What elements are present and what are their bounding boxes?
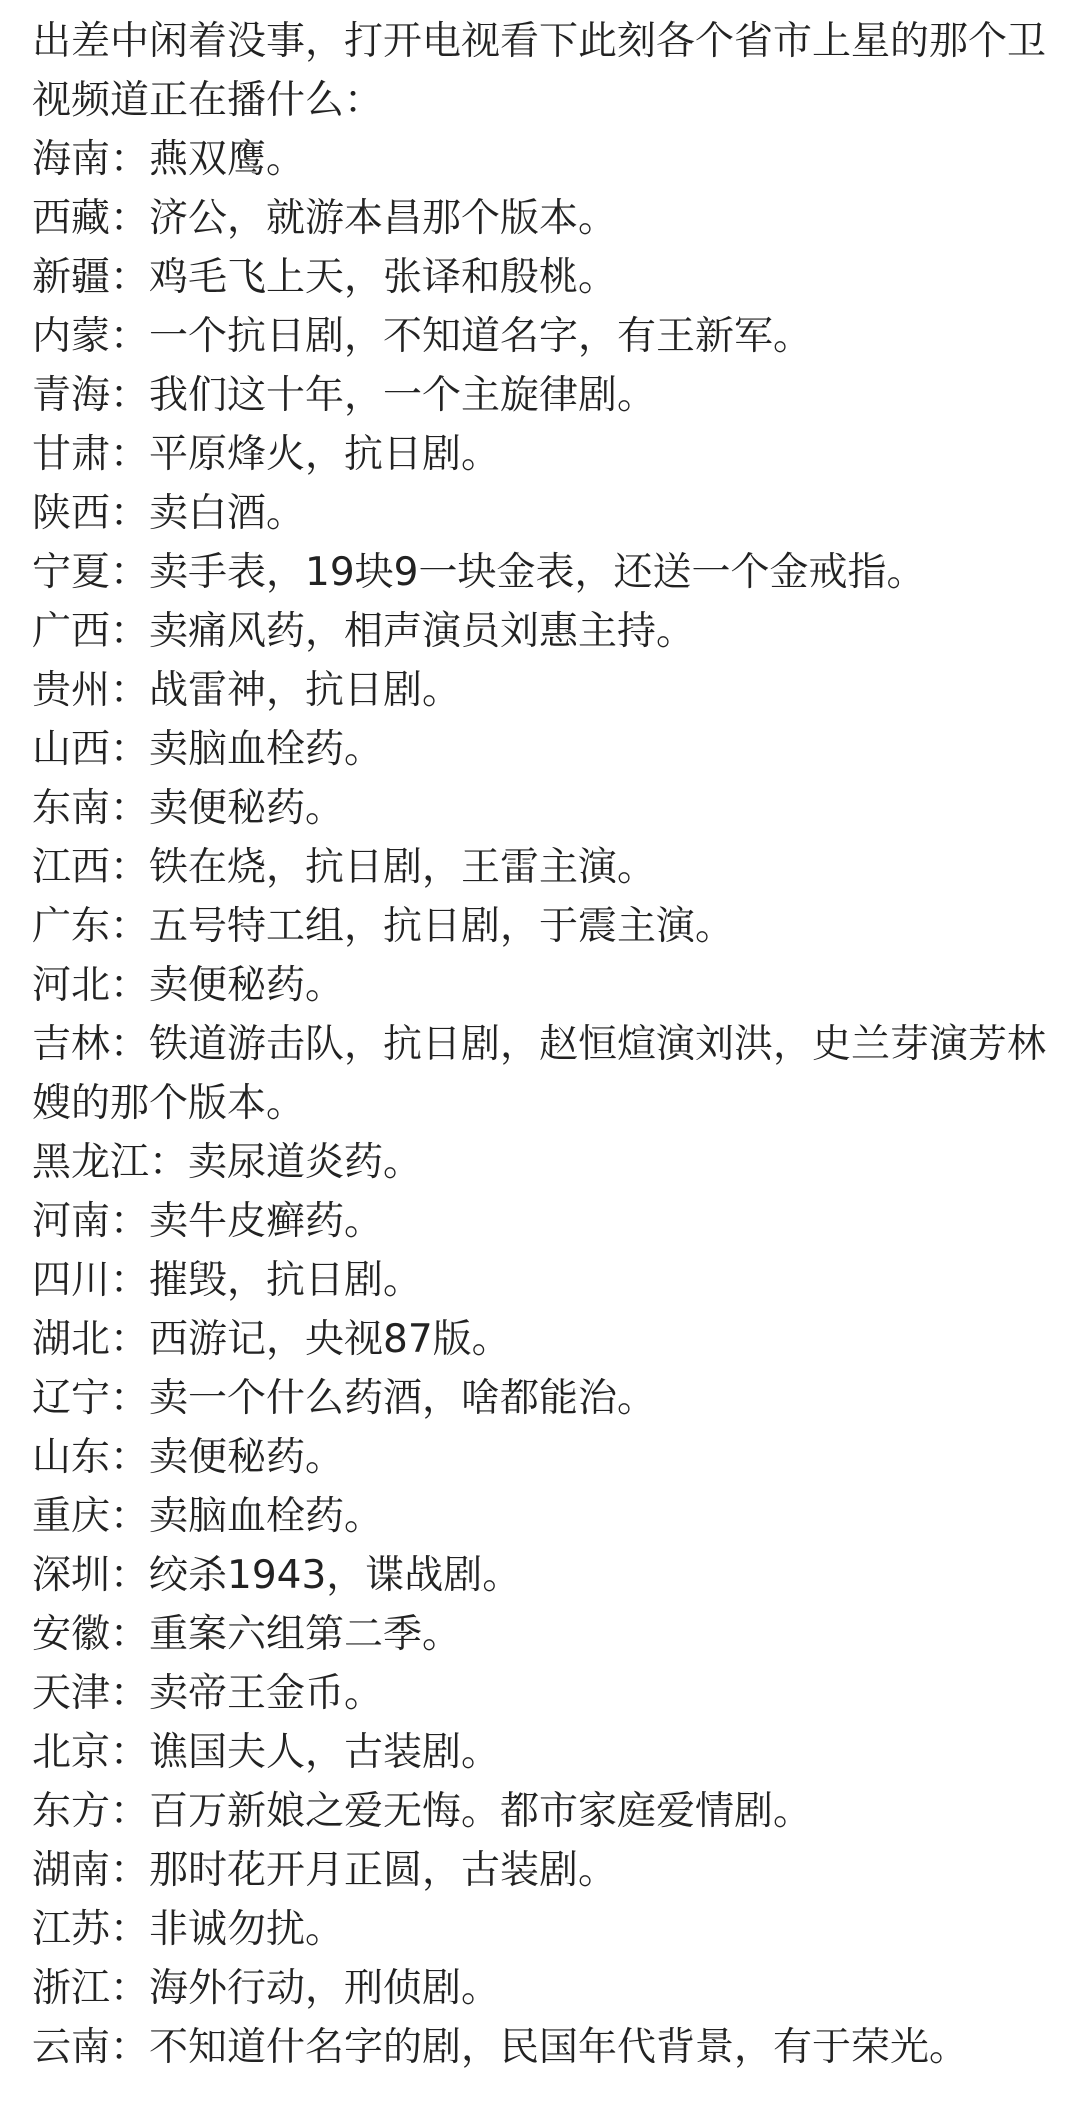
channel-entry: 内蒙：一个抗日剧，不知道名字，有王新军。 [32,314,813,359]
channel-entry: 西藏：济公，就游本昌那个版本。 [32,196,618,241]
channel-entry: 宁夏：卖手表，19块9一块金表，还送一个金戒指。 [32,550,926,595]
channel-list [32,130,1050,2077]
channel-entry: 深圳：绞杀1943，谍战剧。 [32,1553,522,1598]
channel-entry: 山西：卖脑血栓药。 [32,727,384,772]
channel-entry: 新疆：鸡毛飞上天，张译和殷桃。 [32,255,618,300]
channel-entry: 东方：百万新娘之爱无悔。都市家庭爱情剧。 [32,1789,813,1834]
channel-entry: 四川：摧毁，抗日剧。 [32,1258,423,1303]
channel-entry: 河北：卖便秘药。 [32,963,345,1008]
channel-entry: 广东：五号特工组，抗日剧，于震主演。 [32,904,735,949]
channel-entry: 广西：卖痛风药，相声演员刘惠主持。 [32,609,696,654]
channel-entry: 河南：卖牛皮癣药。 [32,1199,384,1244]
channel-entry: 辽宁：卖一个什么药酒，啥都能治。 [32,1376,657,1421]
channel-entry: 浙江：海外行动，刑侦剧。 [32,1966,501,2011]
channel-entry: 湖南：那时花开月正圆，古装剧。 [32,1848,618,1893]
post-intro: 出差中闲着没事，打开电视看下此刻各个省市上星的那个卫视频道正在播什么： [32,19,1047,123]
channel-entry: 甘肃：平原烽火，抗日剧。 [32,432,501,477]
channel-entry: 重庆：卖脑血栓药。 [32,1494,384,1539]
channel-entry: 吉林：铁道游击队，抗日剧，赵恒煊演刘洪，史兰芽演芳林嫂的那个版本。 [32,1022,1047,1126]
channel-entry: 山东：卖便秘药。 [32,1435,345,1480]
channel-entry: 江西：铁在烧，抗日剧，王雷主演。 [32,845,657,890]
channel-entry: 江苏：非诚勿扰。 [32,1907,345,1952]
channel-entry: 湖北：西游记，央视87版。 [32,1317,511,1362]
channel-entry: 北京：谯国夫人，古装剧。 [32,1730,501,1775]
channel-entry: 云南：不知道什名字的剧，民国年代背景，有于荣光。 [32,2025,969,2070]
channel-entry: 黑龙江：卖尿道炎药。 [32,1140,423,1185]
channel-entry: 天津：卖帝王金币。 [32,1671,384,1716]
channel-entry: 贵州：战雷神，抗日剧。 [32,668,462,713]
channel-entry: 陕西：卖白酒。 [32,491,306,536]
channel-entry: 安徽：重案六组第二季。 [32,1612,462,1657]
channel-entry: 海南：燕双鹰。 [32,137,306,182]
channel-entry: 东南：卖便秘药。 [32,786,345,831]
channel-entry: 青海：我们这十年，一个主旋律剧。 [32,373,657,418]
